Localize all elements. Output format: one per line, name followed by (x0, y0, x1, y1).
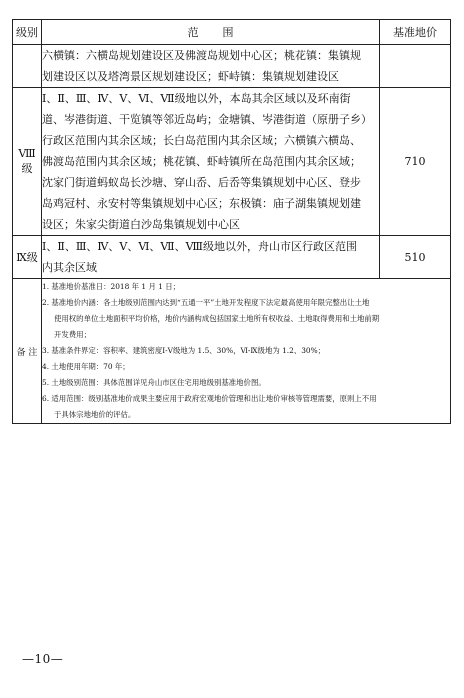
header-scope-right: 围 (222, 26, 234, 39)
row-grade (13, 45, 42, 88)
row-grade: Ⅷ级 (13, 88, 42, 236)
scope-line: 行政区范围内其余区域；长白岛范围内其余区域；六横镇六横岛、 (42, 134, 361, 147)
scope-line: 六横镇：六横岛规划建设区及佛渡岛规划中心区；桃花镇：集镇规 (42, 49, 361, 62)
scope-line: Ⅰ、Ⅱ、Ⅲ、Ⅳ、Ⅴ、Ⅵ、Ⅶ级地以外，本岛其余区域以及环南街 (42, 92, 351, 105)
row-grade: Ⅸ级 (13, 236, 42, 279)
header-scope-left: 范 (187, 26, 199, 39)
scope-line: 沈家门街道蚂蚁岛长沙塘、穿山岙、后岙等集镇规划中心区、登步 (42, 176, 361, 189)
note-item: 6. 适用范围：级别基准地价成果主要应用于政府宏观地价管理和出让地价审核等管理需要，原则上不用 (42, 394, 377, 403)
scope-line: 佛渡岛范围内其余区域；桃花镇、虾峙镇所在岛范围内其余区域； (42, 155, 361, 168)
note-item: 1. 基准地价基准日：2018 年 1 月 1 日； (42, 282, 181, 291)
table-row (13, 45, 451, 88)
table-row (13, 88, 451, 236)
header-scope (42, 20, 380, 45)
note-item: 5. 土地级别范围：具体范围详见舟山市区住宅用地级别基准地价图。 (42, 378, 266, 387)
notes-list (42, 279, 451, 424)
row-price: 510 (380, 236, 451, 279)
note-item: 开发费用； (54, 330, 91, 339)
header-grade: 级别 (13, 20, 42, 45)
row-price: 710 (380, 88, 451, 236)
land-price-table (12, 19, 451, 424)
note-item: 使用权的单位土地面积平均价格，地价内涵构成包括国家土地所有权收益、土地取得费用和土地前期 (54, 314, 380, 323)
header-price: 基准地价 (380, 20, 451, 45)
scope-line: 内其余区域 (42, 261, 97, 274)
note-item: 3. 基准条件界定：容积率、建筑密度Ⅰ-Ⅴ级地为 1.5、30%，Ⅵ-Ⅸ级地为 1.2、30%； (42, 346, 326, 355)
page-number: —10— (22, 652, 64, 666)
row-scope (42, 236, 380, 279)
row-price (380, 45, 451, 88)
notes-label: 备 注 (13, 279, 42, 424)
scope-line: 划建设区以及塔湾景区规划建设区；虾峙镇：集镇规划建设区 (42, 70, 339, 83)
scope-line: 设区；朱家尖街道白沙岛集镇规划中心区 (42, 218, 240, 231)
notes-row (13, 279, 451, 424)
note-item: 4. 土地使用年期：70 年； (42, 362, 130, 371)
row-scope (42, 88, 380, 236)
scope-line: 岛鸡冠村、永安村等集镇规划中心区；东极镇：庙子湖集镇规划建 (42, 197, 361, 210)
note-item: 于具体宗地地价的评估。 (54, 410, 136, 419)
table-header-row (13, 20, 451, 45)
note-item: 2. 基准地价内涵：各土地级别范围内达到“五通一平”土地开发程度下法定最高使用年限完整出让土地 (42, 298, 370, 307)
table-row (13, 236, 451, 279)
row-scope (42, 45, 380, 88)
scope-line: Ⅰ、Ⅱ、Ⅲ、Ⅳ、Ⅴ、Ⅵ、Ⅶ、Ⅷ级地以外，舟山市区行政区范围 (42, 240, 357, 253)
scope-line: 道、岑港街道、干览镇等邻近岛屿；金塘镇、岑港街道（原册子乡） (42, 113, 372, 126)
